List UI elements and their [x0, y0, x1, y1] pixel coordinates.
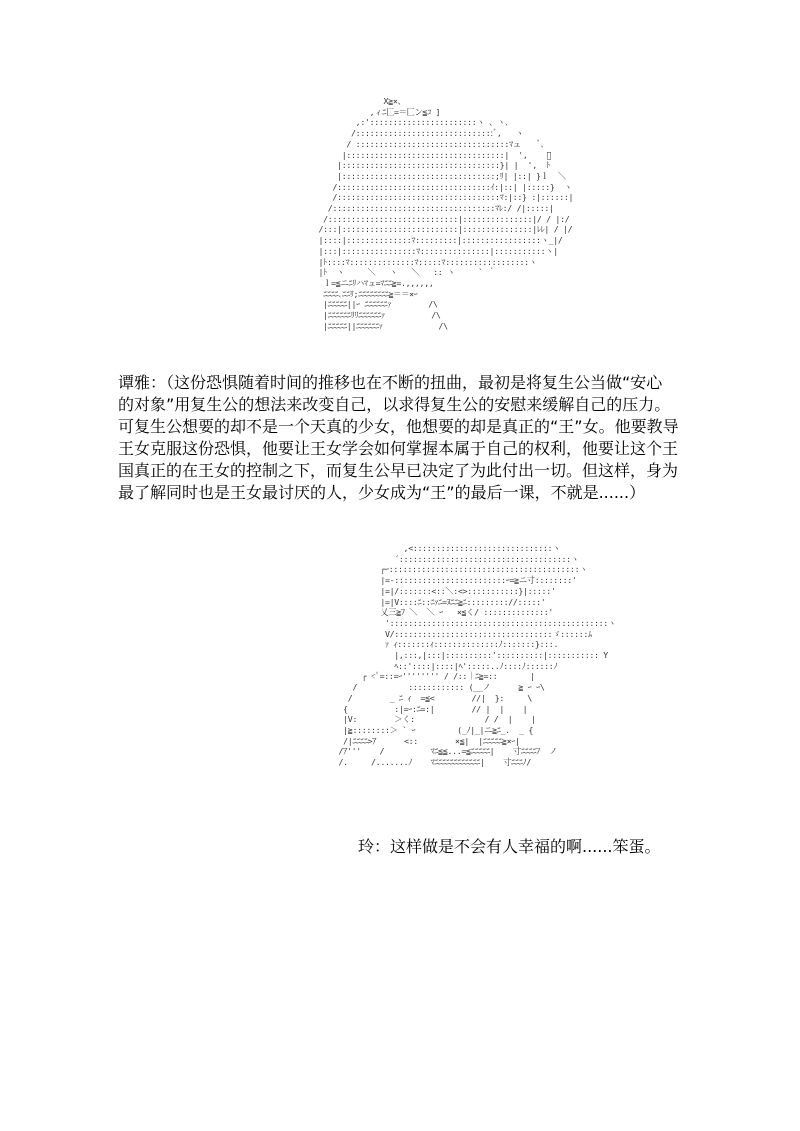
narration-paragraph — [118, 372, 678, 504]
dialogue-line: 玲：这样做是不会有人幸福的啊......笨蛋。 — [358, 837, 661, 856]
narration-line: 最了解同时也是王女最讨厌的人，少女成为“王”的最后一课，不就是......） — [118, 483, 646, 502]
ascii-art-figure-bottom: ,<::::::::::::::::::::::::::::::ヽ ´:::::::::::::::::::::::::::::::::::::ヽ ┌ｰ:::::::::::::::::::::::::::::::::::::::::ヽ |=-::::::::::::::::::::::::ｰ=≧ニ寸::::::::' |=|/:::::::<::＼:<>:::::::::::}|:::::' |=|V::::ﾆ::ﾆｧﾆ=ﾇﾆﾆ≧ﾆ::::::::://:::::' 乂三≧ﾌ ＼ ＼ ｰ ×≦く/ ::::::::::::::' ':::::::::::::::::::::::::::::::::::::::::::::::ヽ V/::::::::::::::::::::::::::::::::::ゞ::::::ﾑ ｧ ｨ:::::::ｨ::::::::::::::ﾉ:::::::}:::. |,:::,|:::|::::::::::'::::::::::|::::::::::: Y ﾍ::'::::|::::|ﾍ':::::..ﾉ::::ﾉ::::::ﾉ ┌ <ﾟ=::=ｰ'''''''' / /::｜ﾆ≧=:: | / :::::::::::: (__ノ ≧ ｰ ｰ\ / _ ﾆ ｨ =≦< //| }: \ { :|=ｰ:ﾆ=:| // | | | |V: ＞く: / / | | |≧::::::::＞ ` ｰ (_ﾉ|_|ニ≧ﾆ_. _ { /|ﾆﾆﾆﾆ>ｱ <:: ×≦| |ﾆﾆﾆﾆﾆ≧×ｰ| /ｱ''' / ﾏﾆ≦≦...=≦ﾆﾆﾆﾆﾆ| 寸ﾆﾆﾆﾆﾌ ノ /. /.......ﾉ ﾏﾆﾆﾆﾆﾆﾆﾆﾆﾆﾆﾆﾆ| 寸ﾆﾆﾆﾉ/ — [338, 543, 616, 768]
narration-line: 王女克服这份恐惧，他要让王女学会如何掌握本属于自己的权利，他要让这个王 — [118, 439, 679, 458]
narration-line: 可复生公想要的却不是一个天真的少女，他想要的却是真正的“王”女。他要教导 — [118, 417, 679, 436]
narration-line: 国真正的在王女的控制之下，而复生公早已决定了为此付出一切。但这样，身为 — [118, 461, 679, 480]
narration-line: 的对象”用复生公的想法来改变自己，以求得复生公的安慰来缓解自己的压力。 — [118, 395, 671, 414]
ascii-art-figure-top: X≧×、 ,ィﾆ匚=＝匚ン≦ｺ ] ,:':::::::::::::::::::::::ヽ 、ヽ､ /::::::::::::::::::::::::::::::ﾞ, ヽ / :::::::::::::::::::::::::::::::::ﾏュ ﾞ､ |::::::::::::::::::::::::::::::::::| ', ﾞ |::::::::::::::::::::::::::::::::::}| | ', ﾄ |:::::::::::::::::::::::::::::::::;ﾘ| |::| }ｌ ＼ /:::::::::::::::::::::::::::::::::ｲ:|::| |:::::} ヽ /:::::::::::::::::::::::::::::::::::ﾏ:|::} :|::::::| /:::::::::::::::::::::::::::::::::::ﾏﾚ:/ /|:::::| /::::::::::::::::::::::::::::|:::::::::::::::|/ / |:/ /:::|:::::::::::::::::::::::::|:::::::::::::::|ﾚﾚ| / |/ |::::|::::::::::::::ﾏ:::::::::|:::::::::::::::::ヽ_|/ |:::|::::::::::::::::ﾏ:::::::::::::::|:::::::::::ヽ| |ﾄ::::ﾏ::::::::::::::ﾏ:::::ﾏ::::::::::::::::::ヽ |ﾄ ヽ ＼ ヽ ＼ :: ヽ ` ｀ ｌ=≦ニﾆﾘハﾏュ=ﾏﾆﾆ≧=.,,,,,, ﾆﾆﾆﾆ､ﾆﾆﾘ;ﾆﾆﾆﾆﾆﾆﾆﾆ≧＝＝×ｰ |ﾆﾆﾆﾆﾆ||ｰ ﾆﾆﾆﾆﾆﾆｧ /\ |ﾆﾆﾆﾆﾆﾆﾘﾘﾆﾆﾆﾆﾆﾆｧ /\ |ﾆﾆﾆﾆﾆ||ﾆﾆﾆﾆﾆﾆｧ /\ — [318, 96, 574, 331]
narration-line: 谭雅：（这份恐惧随着时间的推移也在不断的扭曲，最初是将复生公当做“安心 — [118, 373, 663, 392]
